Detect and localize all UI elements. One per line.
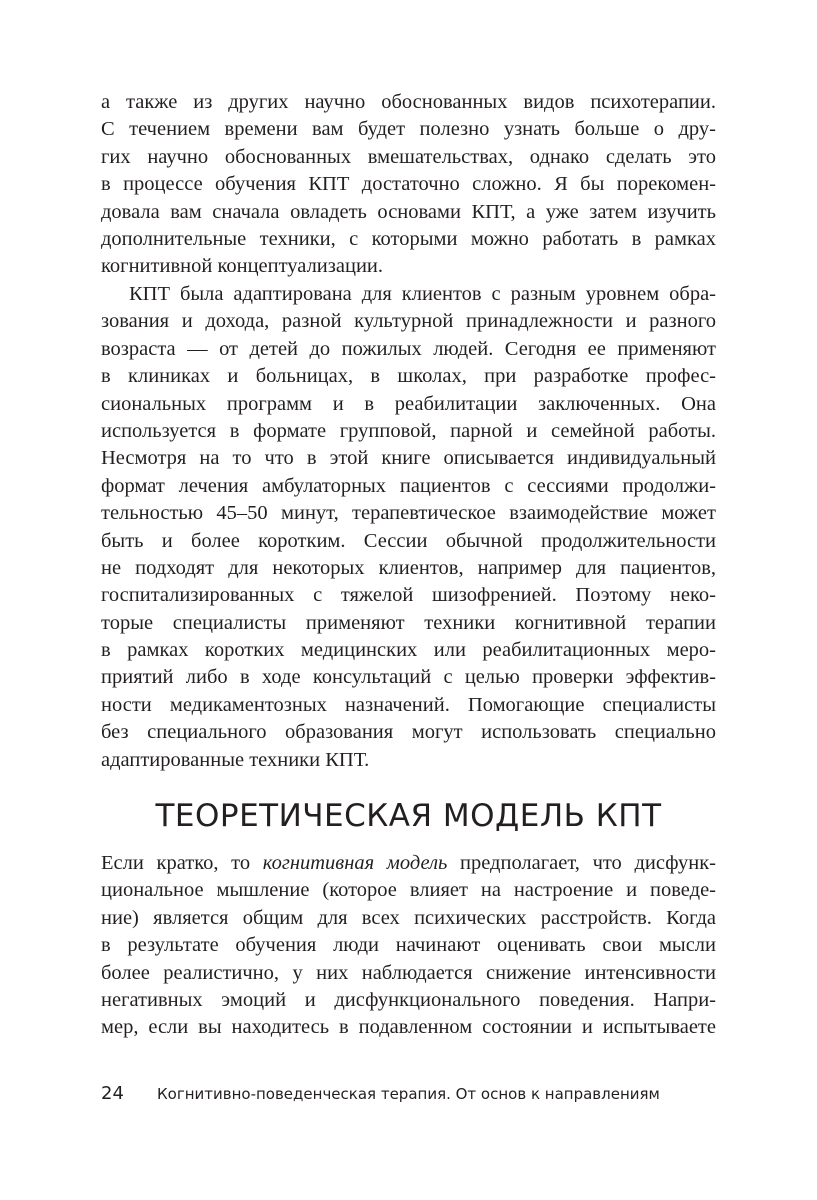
text-line: госпитализированных с тяжелой шизофренией. Поэтому неко- xyxy=(101,584,716,607)
text-line: тельностью 45–50 минут, терапевтическое взаимодействие может xyxy=(101,502,716,525)
text-line: в процессе обучения КПТ достаточно сложно. Я бы порекомен- xyxy=(101,173,716,196)
text-line: циональное мышление (которое влияет на настроение и поведе- xyxy=(101,879,716,902)
section-heading: ТЕОРЕТИЧЕСКАЯ МОДЕЛЬ КПТ xyxy=(155,798,662,834)
text-line: торые специалисты применяют техники когнитивной терапии xyxy=(101,611,716,634)
text-line: а также из других научно обоснованных видов психотерапии. xyxy=(101,91,716,113)
text-line: гих научно обоснованных вмешательствах, однако сделать это xyxy=(101,145,716,168)
text-segment: Если кратко, то xyxy=(101,852,263,874)
paragraph-adaptation xyxy=(101,281,716,774)
text-line: довала вам сначала овладеть основами КПТ, а уже затем изучить xyxy=(101,200,716,223)
text-line: не подходят для некоторых клиентов, например для пациентов, xyxy=(101,556,716,579)
text-line: сиональных программ и в реабилитации заключенных. Она xyxy=(101,392,716,415)
text-line: негативных эмоций и дисфункционального поведения. Напри- xyxy=(101,988,716,1011)
text-line: мер, если вы находитесь в подавленном состоянии и испытываете xyxy=(101,1016,716,1039)
text-line: КПТ была адаптирована для клиентов с разным уровнем обра- xyxy=(129,283,716,305)
text-line: адаптированные техники КПТ. xyxy=(101,748,370,771)
text-line: в клиниках и больницах, в школах, при разработке профес- xyxy=(101,365,716,388)
text-line: в результате обучения люди начинают оценивать свои мысли xyxy=(101,934,716,957)
text-line: более реалистично, у них наблюдается снижение интенсивности xyxy=(101,961,716,984)
emphasized-term: когнитивная модель xyxy=(262,852,448,874)
text-segment: предполагает, что дисфунк- xyxy=(447,852,716,874)
paragraph-model xyxy=(101,850,716,1042)
text-line xyxy=(101,850,716,877)
text-line: ности медикаментозных назначений. Помогающие специалисты xyxy=(101,693,716,716)
text-line: приятий либо в ходе консультаций с целью проверки эффектив- xyxy=(101,666,716,689)
text-line: дополнительные техники, с которыми можно работать в рамках xyxy=(101,227,716,250)
text-line: Несмотря на то что в этой книге описывается индивидуальный xyxy=(101,447,716,470)
running-title: Когнитивно-поведенческая терапия. От основ к направлениям xyxy=(157,1085,660,1103)
text-line: в рамках коротких медицинских или реабилитационных меро- xyxy=(101,639,716,662)
text-line: возраста — от детей до пожилых людей. Сегодня ее применяют xyxy=(101,337,716,360)
text-line: зования и дохода, разной культурной принадлежности и разного xyxy=(101,310,716,333)
page-number: 24 xyxy=(101,1083,124,1104)
paragraph-continuation xyxy=(101,89,716,281)
text-line: формат лечения амбулаторных пациентов с сессиями продолжи- xyxy=(101,474,716,497)
text-line: ние) является общим для всех психических расстройств. Когда xyxy=(101,906,716,929)
text-line: С течением времени вам будет полезно узнать больше о дру- xyxy=(101,118,716,141)
text-line: без специального образования могут использовать специально xyxy=(101,721,716,744)
text-line: используется в формате групповой, парной и семейной работы. xyxy=(101,419,716,442)
text-line: когнитивной концептуализации. xyxy=(101,255,384,278)
page-footer xyxy=(101,1083,716,1105)
text-line: быть и более коротким. Сессии обычной продолжительности xyxy=(101,529,716,552)
